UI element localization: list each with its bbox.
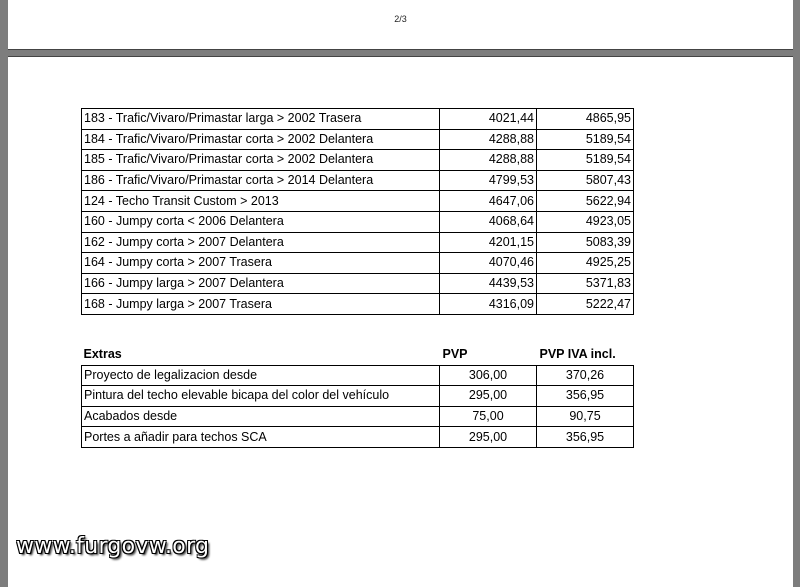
item-description: 186 - Trafic/Vivaro/Primastar corta > 2014 Delantera xyxy=(82,170,440,191)
price-net: 4021,44 xyxy=(440,109,537,130)
price-net: 4201,15 xyxy=(440,232,537,253)
header-pvp: PVP xyxy=(442,347,468,362)
table-row xyxy=(82,150,634,171)
price-net: 4799,53 xyxy=(440,170,537,191)
extra-pvp: 295,00 xyxy=(440,386,537,407)
price-gross: 5807,43 xyxy=(537,170,634,191)
table-row xyxy=(82,170,634,191)
site-watermark: www.furgovw.org xyxy=(16,534,210,559)
extra-description: Acabados desde xyxy=(82,406,440,427)
item-description: 124 - Techo Transit Custom > 2013 xyxy=(82,191,440,212)
extra-pvp: 75,00 xyxy=(440,406,537,427)
extra-pvp-iva: 370,26 xyxy=(537,365,634,386)
item-description: 162 - Jumpy corta > 2007 Delantera xyxy=(82,232,440,253)
header-extras: Extras xyxy=(83,347,122,362)
price-net: 4288,88 xyxy=(440,129,537,150)
price-net: 4070,46 xyxy=(440,253,537,274)
extra-description: Portes a añadir para techos SCA xyxy=(82,427,440,448)
extra-description: Pintura del techo elevable bicapa del color del vehículo xyxy=(82,386,440,407)
table-header xyxy=(82,345,634,365)
table-row xyxy=(82,253,634,274)
table-row xyxy=(82,386,634,407)
extra-pvp: 306,00 xyxy=(440,365,537,386)
price-gross: 5189,54 xyxy=(537,150,634,171)
price-net: 4316,09 xyxy=(440,294,537,315)
price-net: 4439,53 xyxy=(440,273,537,294)
table-row xyxy=(82,294,634,315)
extra-pvp-iva: 356,95 xyxy=(537,386,634,407)
price-gross: 5222,47 xyxy=(537,294,634,315)
table-row xyxy=(82,191,634,212)
price-gross: 4865,95 xyxy=(537,109,634,130)
header-pvp-iva: PVP IVA incl. xyxy=(539,347,616,362)
table-row xyxy=(82,365,634,386)
table-row xyxy=(82,232,634,253)
table-row xyxy=(82,273,634,294)
extra-description: Proyecto de legalizacion desde xyxy=(82,365,440,386)
item-description: 160 - Jumpy corta < 2006 Delantera xyxy=(82,211,440,232)
price-gross: 4923,05 xyxy=(537,211,634,232)
item-description: 164 - Jumpy corta > 2007 Trasera xyxy=(82,253,440,274)
item-description: 166 - Jumpy larga > 2007 Delantera xyxy=(82,273,440,294)
item-description: 168 - Jumpy larga > 2007 Trasera xyxy=(82,294,440,315)
price-net: 4288,88 xyxy=(440,150,537,171)
table-row xyxy=(82,109,634,130)
price-gross: 4925,25 xyxy=(537,253,634,274)
document-page xyxy=(8,56,793,587)
extra-pvp-iva: 356,95 xyxy=(537,427,634,448)
item-description: 184 - Trafic/Vivaro/Primastar corta > 2002 Delantera xyxy=(82,129,440,150)
table-row xyxy=(82,427,634,448)
extra-pvp-iva: 90,75 xyxy=(537,406,634,427)
price-net: 4647,06 xyxy=(440,191,537,212)
price-gross: 5371,83 xyxy=(537,273,634,294)
previous-page xyxy=(8,0,793,50)
price-gross: 5622,94 xyxy=(537,191,634,212)
price-table xyxy=(81,108,634,315)
table-row xyxy=(82,211,634,232)
page-number: 2/3 xyxy=(394,14,407,24)
table-row xyxy=(82,129,634,150)
item-description: 185 - Trafic/Vivaro/Primastar corta > 2002 Delantera xyxy=(82,150,440,171)
item-description: 183 - Trafic/Vivaro/Primastar larga > 2002 Trasera xyxy=(82,109,440,130)
table-row xyxy=(82,406,634,427)
price-gross: 5083,39 xyxy=(537,232,634,253)
extra-pvp: 295,00 xyxy=(440,427,537,448)
price-net: 4068,64 xyxy=(440,211,537,232)
extras-table xyxy=(81,345,634,448)
price-gross: 5189,54 xyxy=(537,129,634,150)
